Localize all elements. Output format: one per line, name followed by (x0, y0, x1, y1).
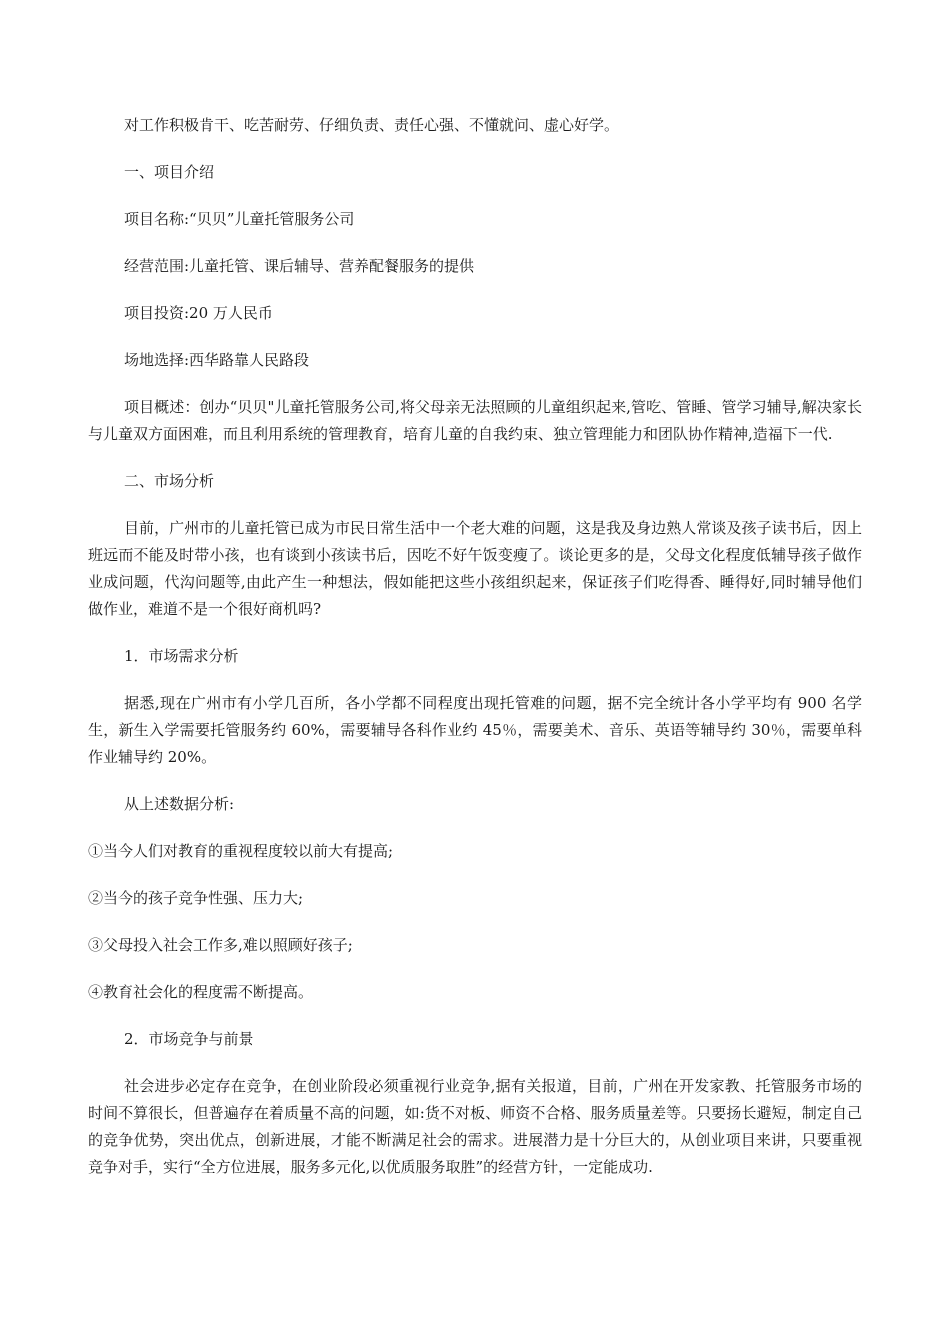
paragraph-site: 场地选择:西华路靠人民路段 (124, 351, 310, 369)
heading-competition: 2．市场竞争与前景 (124, 1030, 254, 1048)
paragraph-competition: 社会进步必定存在竞争，在创业阶段必须重视行业竞争,据有关报道，目前，广州在开发家教、托管服务市场的时间不算很长，但普遍存在着质量不高的问题，如:货不对板、师资不合格、服务质量差等。只要扬长避短，制定自己的竞争优势，突出优点，创新进展，才能不断满足社会的需求。进展潜力是十分巨大的，从创业项目来讲，只要重视竞争对手，实行“全方位进展，服务多元化,以优质服务取胜”的经营方针，一定能成功. (88, 1077, 862, 1176)
list-item-1: ①当今人们对教育的重视程度较以前大有提高; (88, 842, 394, 860)
list-item-2: ②当今的孩子竞争性强、压力大; (88, 889, 304, 907)
paragraph-data-analysis-intro: 从上述数据分析: (124, 795, 235, 813)
heading-market-analysis: 二、市场分析 (124, 472, 215, 490)
list-item-3: ③父母投入社会工作多,难以照顾好孩子; (88, 936, 353, 954)
paragraph-business-scope: 经营范围:儿童托管、课后辅导、营养配餐服务的提供 (124, 257, 475, 275)
paragraph-investment: 项目投资:20 万人民币 (124, 304, 273, 322)
paragraph-project-name: 项目名称:“贝贝”儿童托管服务公司 (124, 210, 355, 228)
paragraph-market-current: 目前，广州市的儿童托管已成为市民日常生活中一个老大难的问题，这是我及身边熟人常谈及孩子读书后，因上班远而不能及时带小孩，也有谈到小孩读书后，因吃不好午饭变瘦了。谈论更多的是，父母文化程度低辅导孩子做作业成问题，代沟问题等,由此产生一种想法，假如能把这些小孩组织起来，保证孩子们吃得香、睡得好,同时辅导他们做作业，难道不是一个很好商机吗? (88, 519, 862, 618)
heading-project-intro: 一、项目介绍 (124, 163, 215, 181)
paragraph-overview: 项目概述：创办“贝贝"儿童托管服务公司,将父母亲无法照顾的儿童组织起来,管吃、管睡、管学习辅导,解决家长与儿童双方面困难，而且利用系统的管理教育，培育儿童的自我约束、独立管理能力和团队协作精神,造福下一代. (88, 398, 862, 443)
document-body (88, 112, 862, 1181)
list-item-4: ④教育社会化的程度需不断提高。 (88, 983, 314, 1001)
heading-demand-analysis: 1．市场需求分析 (124, 647, 239, 665)
paragraph-work-attitude: 对工作积极肯干、吃苦耐劳、仔细负责、责任心强、不懂就问、虚心好学。 (124, 116, 620, 134)
paragraph-demand-data: 据悉,现在广州市有小学几百所，各小学都不同程度出现托管难的问题，据不完全统计各小学平均有 900 名学生，新生入学需要托管服务约 60%，需要辅导各科作业约 45％，需要美术、音乐、英语等辅导约 30％，需要单科作业辅导约 20%。 (88, 694, 862, 766)
